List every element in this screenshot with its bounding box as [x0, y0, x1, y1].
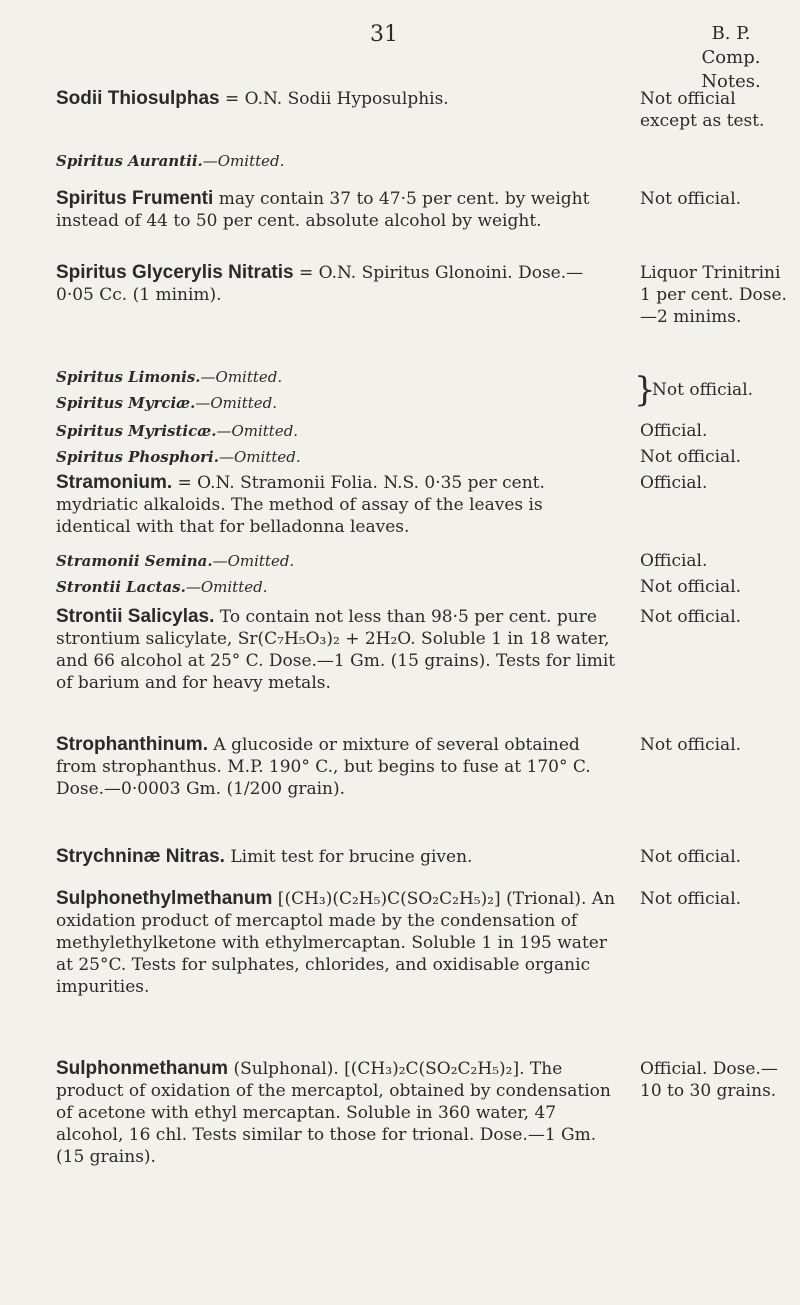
entry-sodii-thiosulphas [56, 88, 616, 110]
entry-text: [(CH₃)(C₂H₅)C(SO₂C₂H₅)₂] (Trional). An oxidation product of mercaptol made by the condensation of methylethylketone with ethylmercaptan. Soluble 1 in 195 water at 25°C. Tests for sulphates, chlorides, and oxidisable organic impurities. [56, 889, 616, 997]
entry-spiritus-aurantii [56, 150, 616, 172]
entry-title: Sulphonethylmethanum [56, 888, 273, 909]
entry-stramonium [56, 472, 616, 538]
entry-title: Stramonii Semina. [56, 552, 213, 570]
entry-text: —Omitted. [212, 552, 295, 570]
entry-text: = O.N. Spiritus Glonoini. Dose.—0·05 Cc. (1 minim). [56, 263, 584, 305]
note-spiritus-phosphori: Not official. [640, 447, 742, 467]
note-strontii-salicylas: Not official. [640, 607, 742, 627]
entry-title: Spiritus Glycerylis Nitratis [56, 262, 294, 283]
entry-title: Spiritus Frumenti [56, 188, 214, 209]
entry-text: may contain 37 to 47·5 per cent. by weight instead of 44 to 50 per cent. absolute alcohol by weight. [56, 189, 590, 231]
entry-text: A glucoside or mixture of several obtained from strophanthus. M.P. 190° C., but begins to fuse at 170° C. Dose.—0·0003 Gm. (1/200 grain). [56, 735, 591, 799]
entry-text: —Omitted. [202, 152, 285, 170]
entry-text: —Omitted. [218, 448, 301, 466]
entry-text: —Omitted. [185, 578, 268, 596]
entry-title: Strophanthinum. [56, 734, 208, 755]
entry-sulphonmethanum [56, 1058, 616, 1168]
note-strychninae-nitras: Not official. [640, 847, 742, 867]
entry-spiritus-glycerylis [56, 262, 616, 306]
note-spiritus-myristicae: Official. [640, 421, 708, 441]
entry-spiritus-myrciae [56, 392, 616, 414]
note-strontii-lactas: Not official. [640, 577, 742, 597]
note-stramonium: Official. [640, 473, 708, 493]
entry-title: Strontii Salicylas. [56, 606, 215, 627]
entry-text: (Sulphonal). [(CH₃)₂C(SO₂C₂H₅)₂]. The product of oxidation of the mercaptol, obtained by condensation of acetone with ethyl mercaptan. Soluble in 360 water, 47 alcohol, 16 chl. Tests similar to those for trional. Dose.—1 Gm. (15 grains). [56, 1059, 611, 1167]
entry-strophanthinum [56, 734, 616, 800]
entry-title: Spiritus Myristicæ. [56, 422, 217, 440]
entry-title: Strychninæ Nitras. [56, 846, 225, 867]
notes-column-header [676, 22, 786, 94]
notes-column-subtitle: Comp. Notes. [701, 47, 761, 92]
notes-column-title: B. P. [711, 23, 751, 44]
entry-spiritus-myristicae [56, 420, 616, 442]
entry-title: Spiritus Limonis. [56, 368, 201, 386]
entry-sulphonethylmethanum [56, 888, 616, 998]
entry-spiritus-limonis [56, 366, 616, 388]
note-sulphonethylmethanum: Not official. [640, 889, 742, 909]
entry-strontii-salicylas [56, 606, 616, 694]
entry-text: = O.N. Sodii Hyposulphis. [219, 89, 449, 109]
entry-title: Strontii Lactas. [56, 578, 186, 596]
entry-text: —Omitted. [195, 394, 277, 412]
entry-strychninae-nitras [56, 846, 616, 868]
note-spiritus-limonis-myrciae: Not official. [652, 380, 754, 400]
entry-text: —Omitted. [216, 422, 299, 440]
entry-title: Sodii Thiosulphas [56, 88, 220, 109]
entry-spiritus-frumenti [56, 188, 616, 232]
entry-text: = O.N. Stramonii Folia. N.S. 0·35 per cent. mydriatic alkaloids. The method of assay of the leaves is identical with that for belladonna leaves. [56, 473, 545, 537]
note-spiritus-frumenti: Not official. [640, 189, 742, 209]
entry-text: Limit test for brucine given. [224, 847, 473, 867]
note-spiritus-glycerylis: Liquor Trinitrini 1 per cent. Dose.—2 minims. [640, 263, 787, 327]
note-stramonii-semina: Official. [640, 551, 708, 571]
note-sulphonmethanum: Official. Dose.—10 to 30 grains. [640, 1059, 778, 1101]
entry-stramonii-semina [56, 550, 616, 572]
entry-title: Sulphonmethanum [56, 1058, 229, 1079]
note-sodii-thiosulphas: Not official except as test. [640, 89, 765, 131]
brace-symbol: } [634, 370, 656, 410]
entry-text: —Omitted. [200, 368, 283, 386]
page-number: 31 [370, 22, 398, 47]
entry-text: To contain not less than 98·5 per cent. pure strontium salicylate, Sr(C₇H₅O₃)₂ + 2H₂O. Soluble 1 in 18 water, and 66 alcohol at 25° C. Dose.—1 Gm. (15 grains). Tests for limit of barium and for heavy metals. [56, 607, 616, 693]
entry-spiritus-phosphori [56, 446, 616, 468]
entry-strontii-lactas [56, 576, 616, 598]
entry-title: Spiritus Aurantii. [56, 152, 203, 170]
entry-title: Spiritus Phosphori. [56, 448, 219, 466]
entry-title: Stramonium. [56, 472, 173, 493]
note-strophanthinum: Not official. [640, 735, 742, 755]
entry-title: Spiritus Myrciæ. [56, 394, 196, 412]
